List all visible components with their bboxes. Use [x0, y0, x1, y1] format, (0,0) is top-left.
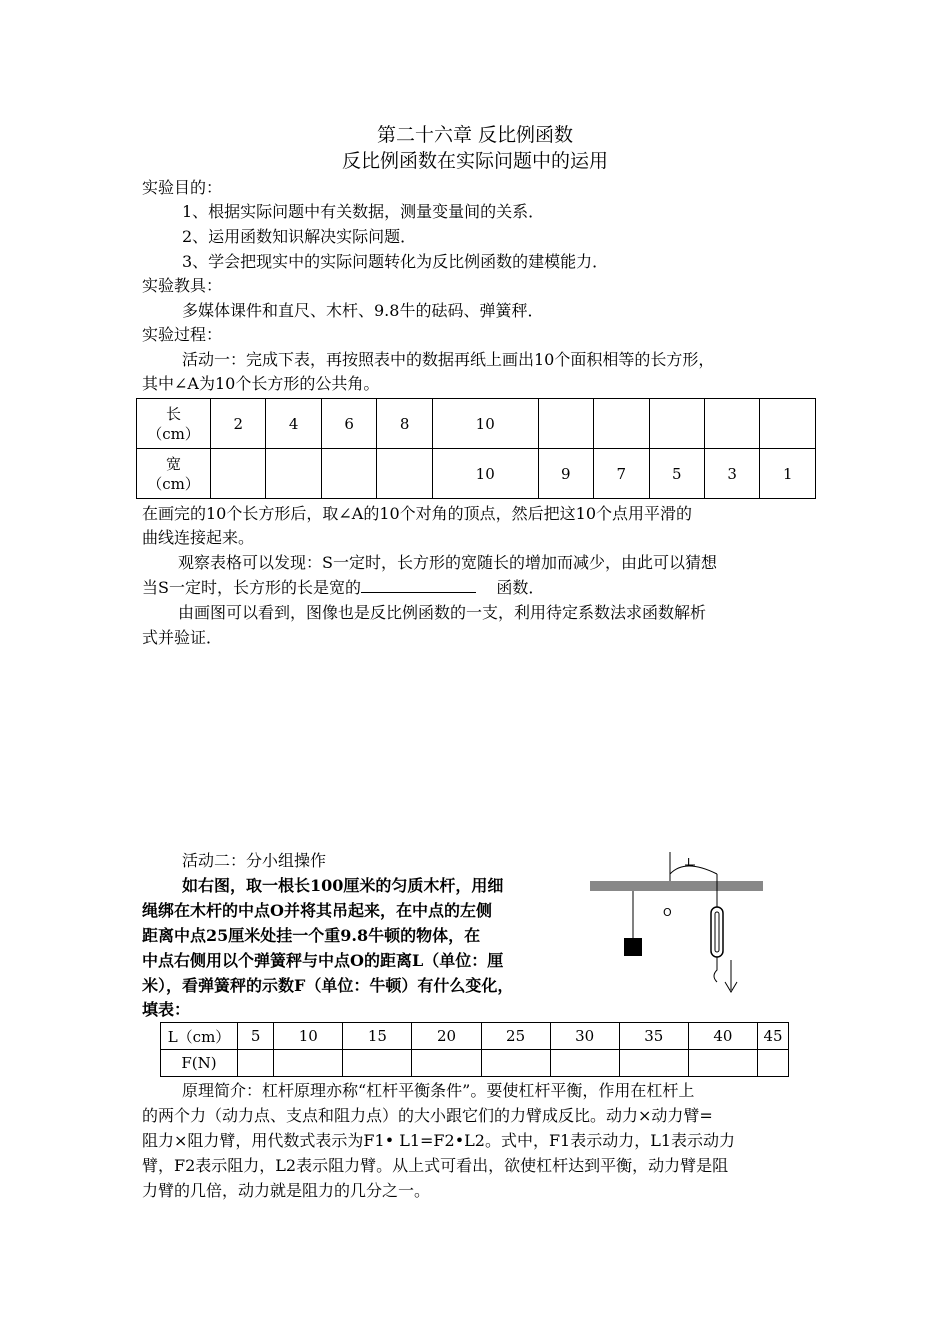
table-cell: 15 — [343, 1023, 412, 1050]
table-cell[interactable] — [238, 1050, 274, 1077]
table-cell — [321, 449, 376, 499]
table-row-l — [161, 1023, 789, 1050]
table-cell[interactable] — [343, 1050, 412, 1077]
purpose-item-1: 1、根据实际问题中有关数据，测量变量间的关系． — [182, 202, 545, 221]
lever-diagram — [585, 852, 770, 1002]
table-cell: 9 — [538, 449, 593, 499]
principle-line-1: 原理简介：杠杆原理亦称“杠杆平衡条件”。要使杠杆平衡，作用在杠杆上 — [182, 1081, 695, 1100]
activity2-line-5: 米），看弹簧秤的示数F（单位：牛顿）有什么变化， — [142, 976, 514, 995]
length-label: 长 — [165, 404, 181, 423]
observe-line-1: 观察表格可以发现：S一定时，长方形的宽随长的增加而减少，由此可以猜想 — [178, 553, 717, 572]
l-label-cell: L（cm） — [161, 1023, 238, 1050]
activity2-line-2: 绳绑在木杆的中点O并将其吊起来，在中点的左侧 — [142, 901, 492, 920]
activity2-line-3: 距离中点25厘米处挂一个重9.8牛顿的物体，在 — [142, 926, 481, 945]
table-cell: 35 — [619, 1023, 688, 1050]
chapter-title: 第二十六章 反比例函数 — [376, 124, 574, 146]
lever-table — [160, 1022, 789, 1077]
table-cell — [760, 399, 816, 449]
label-l: L — [687, 856, 694, 869]
table-cell[interactable] — [412, 1050, 481, 1077]
length-label-cell — [137, 399, 211, 449]
activity1-line-1: 活动一：完成下表，再按照表中的数据再纸上画出10个面积相等的长方形， — [182, 350, 715, 369]
table-cell — [377, 449, 432, 499]
purpose-heading: 实验目的： — [142, 178, 223, 197]
lesson-title: 反比例函数在实际问题中的运用 — [341, 150, 608, 172]
graph-line-2: 式并验证． — [142, 628, 223, 647]
table-cell[interactable] — [758, 1050, 789, 1077]
table-cell: 40 — [688, 1023, 757, 1050]
graph-line-1: 由画图可以看到，图像也是反比例函数的一支，利用待定系数法求函数解析 — [178, 603, 707, 622]
weight-block — [624, 938, 642, 956]
principle-line-5: 力臂的几倍，动力就是阻力的几分之一。 — [142, 1181, 431, 1200]
after-table-line-2: 曲线连接起来。 — [142, 528, 255, 547]
length-unit: （cm） — [147, 424, 200, 443]
table-cell — [538, 399, 593, 449]
answer-blank[interactable] — [361, 576, 476, 593]
observe-text-after: 函数． — [496, 578, 545, 597]
activity2-line-1: 如右图，取一根长100厘米的匀质木杆，用细 — [182, 876, 504, 895]
table-cell: 2 — [211, 399, 266, 449]
table-cell[interactable] — [481, 1050, 550, 1077]
purpose-item-3: 3、学会把现实中的实际问题转化为反比例函数的建模能力． — [182, 252, 609, 271]
activity2-line-6: 填表： — [142, 1000, 191, 1019]
table-cell — [266, 449, 321, 499]
rectangle-table — [136, 398, 816, 499]
table-cell: 5 — [649, 449, 704, 499]
table-cell: 4 — [266, 399, 321, 449]
lever-rod — [590, 881, 763, 891]
table-cell: 3 — [704, 449, 759, 499]
label-o: O — [663, 906, 672, 919]
table-cell — [649, 399, 704, 449]
activity2-line-4: 中点右侧用以个弹簧秤与中点O的距离L（单位：厘 — [142, 951, 504, 970]
table-cell: 45 — [758, 1023, 789, 1050]
scale-lower-hook — [714, 957, 717, 982]
table-cell — [704, 399, 759, 449]
table-cell: 10 — [432, 449, 538, 499]
principle-line-2: 的两个力（动力点、支点和阻力点）的大小跟它们的力臂成反比。动力×动力臂= — [142, 1106, 713, 1125]
table-cell: 1 — [760, 449, 816, 499]
table-row-length — [137, 399, 816, 449]
table-cell: 10 — [432, 399, 538, 449]
table-cell — [594, 399, 649, 449]
activity1-line-2: 其中∠A为10个长方形的公共角。 — [142, 374, 380, 393]
width-label: 宽 — [165, 454, 181, 473]
tools-text: 多媒体课件和直尺、木杆、9.8牛的砝码、弹簧秤． — [182, 301, 544, 320]
process-heading: 实验过程： — [142, 325, 223, 344]
table-cell: 25 — [481, 1023, 550, 1050]
activity2-heading: 活动二：分小组操作 — [182, 851, 327, 870]
table-row-width — [137, 449, 816, 499]
principle-line-3: 阻力×阻力臂，用代数式表示为F1• L1=F2•L2。式中，F1表示动力，L1表示动力 — [142, 1131, 736, 1150]
table-row-f — [161, 1050, 789, 1077]
table-cell[interactable] — [688, 1050, 757, 1077]
table-cell: 10 — [274, 1023, 343, 1050]
purpose-item-2: 2、运用函数知识解决实际问题． — [182, 227, 417, 246]
table-cell: 5 — [238, 1023, 274, 1050]
table-cell[interactable] — [550, 1050, 619, 1077]
table-cell: 8 — [377, 399, 432, 449]
width-unit: （cm） — [147, 474, 200, 493]
table-cell: 7 — [594, 449, 649, 499]
width-label-cell — [137, 449, 211, 499]
table-cell[interactable] — [619, 1050, 688, 1077]
table-cell: 30 — [550, 1023, 619, 1050]
table-cell: 20 — [412, 1023, 481, 1050]
after-table-line-1: 在画完的10个长方形后，取∠A的10个对角的顶点，然后把这10个点用平滑的 — [142, 504, 693, 523]
tools-heading: 实验教具： — [142, 276, 223, 295]
observe-text-before: 当S一定时，长方形的长是宽的 — [142, 578, 361, 597]
distance-arc — [670, 866, 717, 874]
f-label-cell: F(N) — [161, 1050, 238, 1077]
table-cell — [211, 449, 266, 499]
principle-line-4: 臂，F2表示阻力，L2表示阻力臂。从上式可看出，欲使杠杆达到平衡，动力臂是阻 — [142, 1156, 729, 1175]
observe-line-2 — [142, 576, 544, 600]
spring-scale-inner — [715, 912, 719, 952]
table-cell: 6 — [321, 399, 376, 449]
table-cell[interactable] — [274, 1050, 343, 1077]
spring-scale — [711, 907, 723, 957]
